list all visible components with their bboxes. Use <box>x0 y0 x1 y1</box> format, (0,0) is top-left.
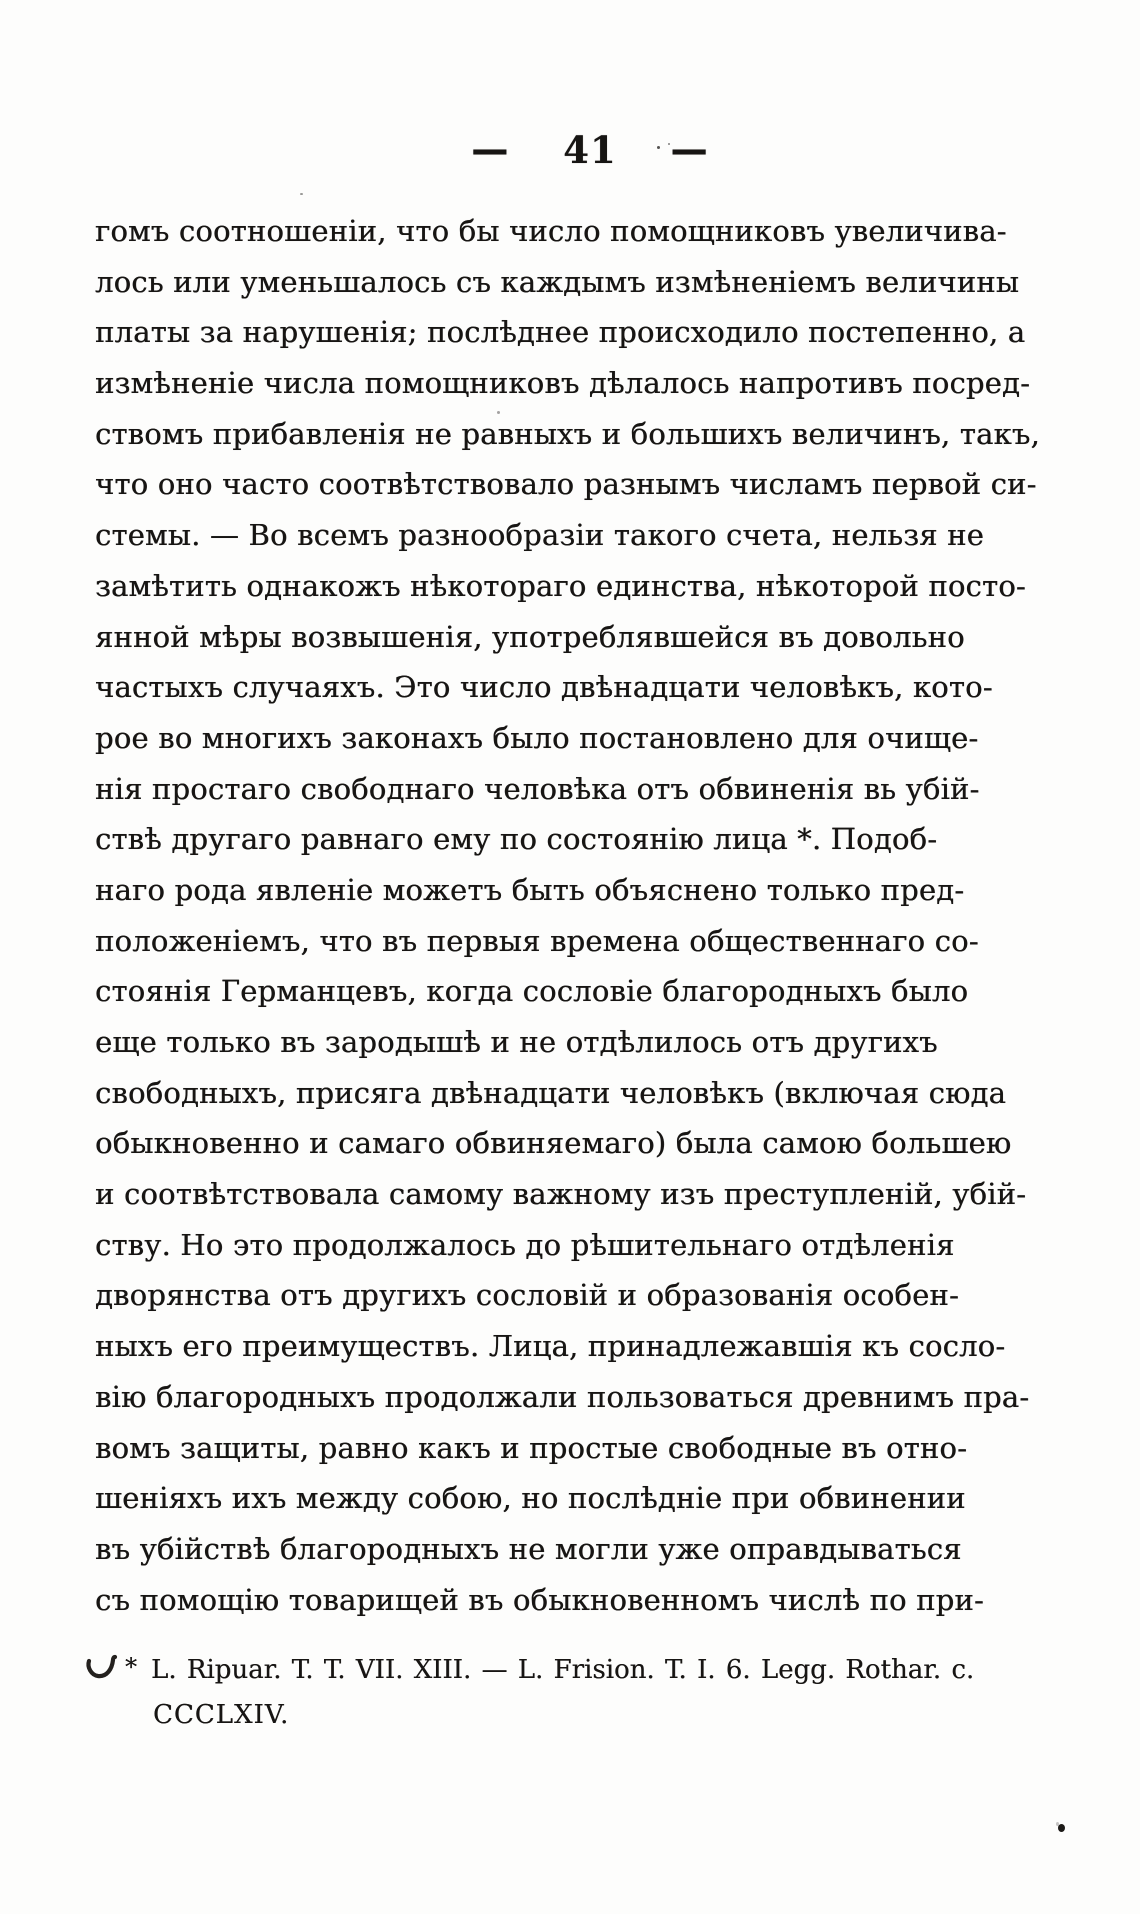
text-line: вомъ защиты, равно какъ и простые свободные въ отно- <box>95 1430 968 1465</box>
text-line: измѣненіе числа помощниковъ дѣлалось напротивъ посред- <box>95 366 1031 401</box>
footnote-asterisk: * <box>125 1653 137 1681</box>
text-line: наго рода явленіе можетъ быть объяснено только пред- <box>95 872 965 907</box>
text-line: свободныхъ, присяга двѣнадцати человѣкъ (включая сюда <box>95 1075 1007 1110</box>
text-line: шеніяхъ ихъ между собою, но послѣдніе при обвинении <box>95 1481 966 1516</box>
text-line: стоянія Германцевъ, когда сословіе благородныхъ было <box>95 974 969 1009</box>
text-line: въ убійствѣ благородныхъ не могли уже оправдываться <box>95 1531 962 1566</box>
text-line: обыкновенно и самаго обвиняемаго) была самою большею <box>95 1126 1012 1161</box>
body-text <box>95 206 1048 1625</box>
text-line: съ помощію товарищей въ обыкновенномъ числѣ по при- <box>95 1582 984 1617</box>
page-number: 41 <box>563 128 617 172</box>
page-header <box>20 122 1140 174</box>
text-line: еще только въ зародышѣ и не отдѣлилось отъ другихъ <box>95 1025 938 1059</box>
text-line: замѣтить однакожъ нѣкотораго единства, нѣкоторой посто- <box>95 568 1026 603</box>
text-line: частыхъ случаяхъ. Это число двѣнадцати человѣкъ, кото- <box>95 670 993 705</box>
footnote-line <box>95 1645 1048 1693</box>
ink-speck <box>497 411 500 414</box>
footnote-text: L. Ripuar. T. T. VII. XIII. — L. Frision. T. I. 6. Legg. Rothar. c. <box>151 1655 975 1685</box>
text-line: ствомъ прибавленія не равныхъ и большихъ величинъ, такъ, <box>95 416 1040 451</box>
ink-speck <box>1058 1824 1065 1832</box>
text-line: стемы. — Во всемъ разнообразіи такого счета, нельзя не <box>95 518 985 553</box>
header-dash-left: — <box>471 122 510 174</box>
handwritten-checkmark-icon <box>85 1653 125 1685</box>
text-line: янной мѣры возвышенія, употреблявшейся въ довольно <box>95 619 965 654</box>
text-line: гомъ соотношеніи, что бы число помощниковъ увеличива- <box>95 214 1007 248</box>
text-line: рое во многихъ законахъ было постановлено для очище- <box>95 720 979 755</box>
ink-speck <box>668 143 670 145</box>
text-line: ныхъ его преимуществъ. Лица, принадлежавшія къ сосло- <box>95 1329 1006 1364</box>
text-line: ствѣ другаго равнаго ему по состоянію лица *. Подоб- <box>95 822 938 857</box>
text-line: и соотвѣтствовала самому важному изъ преступленій, убій- <box>95 1177 1027 1212</box>
text-line: платы за нарушенія; послѣднее происходило постепенно, а <box>95 315 1026 350</box>
footnote <box>95 1645 1048 1738</box>
header-dash-right: — <box>670 122 709 174</box>
ink-speck <box>657 146 660 149</box>
footnote-line: CCCLXIV. <box>153 1700 290 1730</box>
text-line: вію благородныхъ продолжали пользоваться древнимъ пра- <box>95 1379 1030 1414</box>
text-line: лось или уменьшалось съ каждымъ измѣненіемъ величины <box>95 264 1020 299</box>
text-line: что оно часто соотвѣтствовало разнымъ числамъ первой си- <box>95 467 1037 502</box>
ink-speck <box>300 193 303 195</box>
text-line: положеніемъ, что въ первыя времена общественнаго со- <box>95 923 979 958</box>
text-line: дворянства отъ другихъ сословій и образованія особен- <box>95 1278 959 1313</box>
text-line: ству. Но это продолжалось до рѣшительнаго отдѣленія <box>95 1227 955 1262</box>
text-line: нія простаго свободнаго человѣка отъ обвиненія вь убій- <box>95 771 980 806</box>
